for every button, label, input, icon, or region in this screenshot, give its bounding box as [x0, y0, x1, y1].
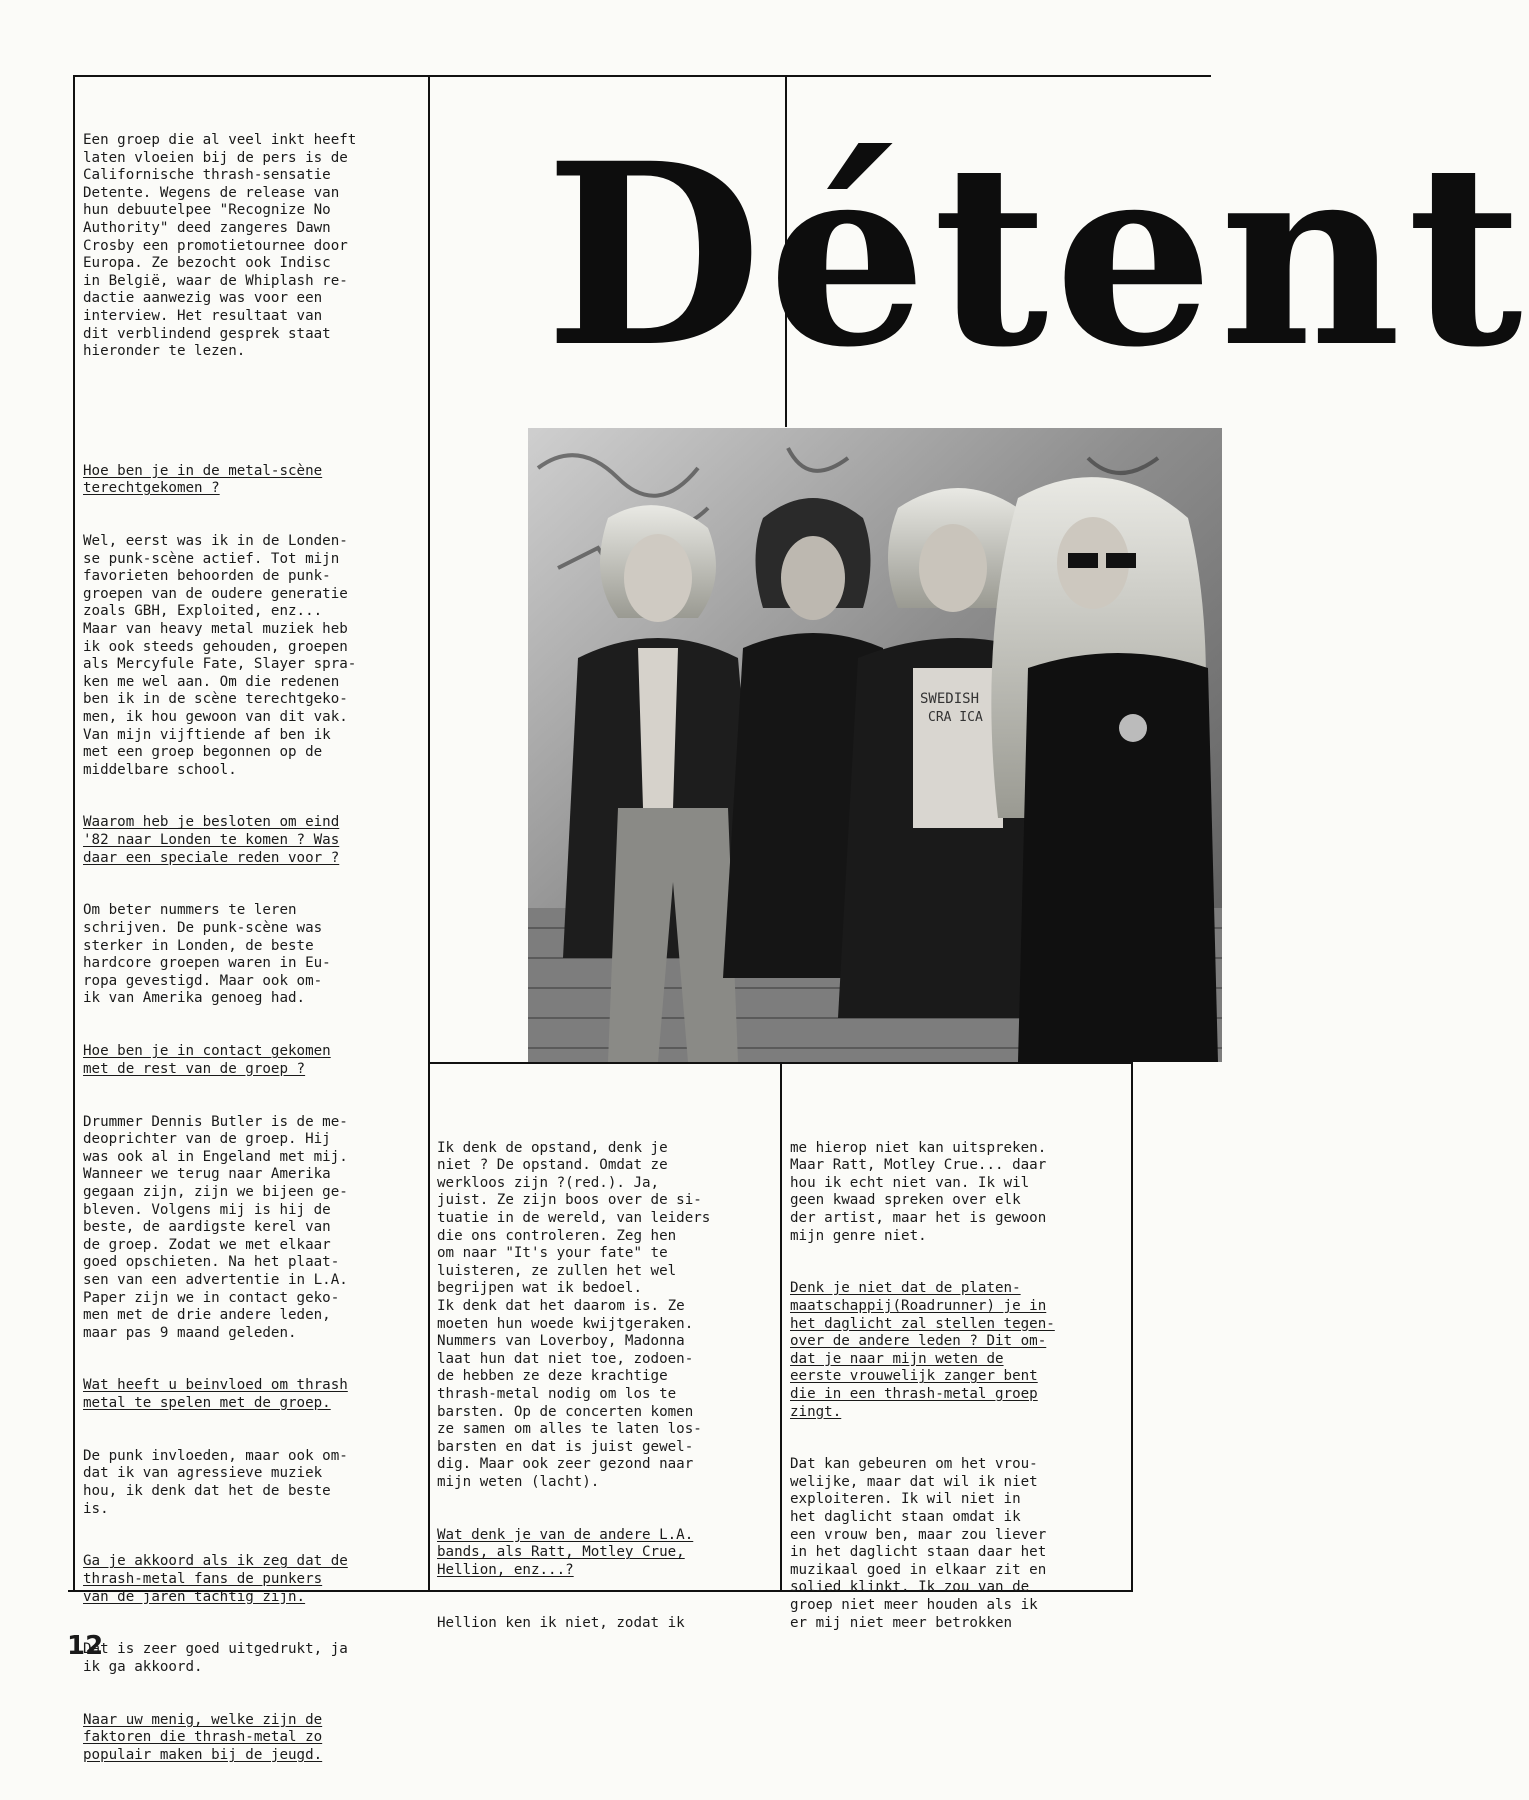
column-1 — [83, 445, 423, 1800]
headline-title: Détent — [545, 108, 1529, 402]
page-number: 12 — [67, 1631, 104, 1661]
answer-genre: me hierop niet kan uitspreken. Maar Ratt, Motley Crue... daar hou ik echt niet van. Ik wil geen kwaad spreken over elk der artist, maar het is gewoon mijn genre niet. — [790, 1139, 1047, 1244]
column-2 — [437, 1122, 777, 1667]
intro-text: Een groep die al veel inkt heeft laten vloeien bij de pers is de Californische thrash-sensatie Detente. Wegens de release van hun debuutelpee "Recognize No Authority" deed zangeres Dawn Crosby een promotietournee door Europa. Ze bezocht ook Indisc in België, waar de Whiplash re- dactie aanwezig was voor een interview. Het resultaat van dit verblindend gesprek staat hieronder te lezen. — [83, 132, 357, 360]
answer-opstand: Ik denk de opstand, denk je niet ? De opstand. Omdat ze werkloos zijn ?(red.). Ja, juist. Ze zijn boos over de si- tuatie in de wereld, van leiders die ons controleren. Zeg hen om naar "It's your fate" te luisteren, ze zullen het wel begrijpen wat ik bedoel. Ik denk dat het daarom is. Ze moeten hun woede kwijtgeraken. Nummers van Loverboy, Madonna laat hun dat niet toe, zodoen- de hebben ze deze krachtige thrash-metal nodig om los te barsten. Op de concerten komen ze samen om alles te laten los- barsten en dat is juist gewel- dig. Maar ook zeer gezond naar mijn weten (lacht). — [437, 1139, 711, 1490]
question-la-bands: Wat denk je van de andere L.A. bands, als Ratt, Motley Crue, Hellion, enz...? — [437, 1526, 694, 1578]
answer-platenmaatschappij: Dat kan gebeuren om het vrou- welijke, maar dat wil ik niet exploiteren. Ik wil niet in het daglicht staan omdat ik een vrouw ben, maar zou liever in het daglicht staan daar het muzikaal goed in elkaar zit en solied klinkt. Ik zou van de groep niet meer houden als ik er mij niet meer betrokken — [790, 1456, 1047, 1631]
frame-left-rule — [73, 75, 75, 1592]
question-london: Waarom heb je besloten om eind '82 naar Londen te komen ? Was daar een speciale reden voor ? — [83, 814, 340, 866]
answer-la-bands: Hellion ken ik niet, zodat ik — [437, 1614, 685, 1631]
shirt-text-2: CRA ICA — [928, 710, 983, 725]
answer-metal-scene: Wel, eerst was ik in de Londen- se punk-scène actief. Tot mijn favorieten behoorden de punk- groepen van de oudere generatie zoals GBH, Exploited, enz... Maar van heavy metal muziek heb ik ook steeds gehouden, groepen als Mercyfule Fate, Slayer spra- ken me wel aan. Om die redenen ben ik in de scène terechtgeko- men, ik hou gewoon van dit vak. Van mijn vijftiende af ben ik met een groep begonnen op de middelbare school. — [83, 532, 357, 778]
column-3 — [790, 1122, 1128, 1667]
answer-influence: De punk invloeden, maar ook om- dat ik van agressieve muziek hou, ik denk dat het de beste is. — [83, 1447, 348, 1517]
question-platenmaatschappij: Denk je niet dat de platen- maatschappij(Roadrunner) je in het daglicht zal stellen tegen- over de andere leden ? Dit om- dat je naar mijn weten de eerste vrouwelijk zanger bent die in een thrash-metal groep zingt. — [790, 1280, 1055, 1420]
answer-contact: Drummer Dennis Butler is de me- deoprichter van de groep. Hij was ook al in Engeland met mij. Wanneer we terug naar Amerika gegaan zijn, zijn we bijeen ge- bleven. Volgens mij is hij de beste, de aardigste kerel van de groep. Zodat we met elkaar goed opschieten. Na het plaat- sen van een advertentie in L.A. Paper zijn we in contact geko- men met de drie andere leden, maar pas 9 maand geleden. — [83, 1113, 348, 1341]
question-popular: Naar uw menig, welke zijn de faktoren die thrash-metal zo populair maken bij de jeugd. — [83, 1711, 323, 1763]
question-punkers: Ga je akkoord als ik zeg dat de thrash-metal fans de punkers van de jaren tachtig zijn. — [83, 1553, 348, 1605]
frame-top-rule — [73, 75, 1211, 77]
answer-punkers: Dat is zeer goed uitgedrukt, ja ik ga akkoord. — [83, 1641, 348, 1675]
frame-right-rule — [1131, 1062, 1133, 1590]
band-photo — [528, 428, 1222, 1062]
question-metal-scene: Hoe ben je in de metal-scène terechtgekomen ? — [83, 462, 323, 497]
column-divider-2-lower — [780, 1062, 782, 1590]
column-divider-1 — [428, 75, 430, 1592]
answer-london: Om beter nummers te leren schrijven. De punk-scène was sterker in Londen, de beste hardcore groepen waren in Eu- ropa gevestigd. Maar ook om- ik van Amerika genoeg had. — [83, 902, 331, 1007]
shirt-text: SWEDISH — [920, 691, 980, 707]
photo-bottom-rule — [428, 1062, 1133, 1064]
question-influence: Wat heeft u beinvloed om thrash metal te spelen met de groep. — [83, 1377, 348, 1412]
question-contact: Hoe ben je in contact gekomen met de rest van de groep ? — [83, 1043, 331, 1077]
